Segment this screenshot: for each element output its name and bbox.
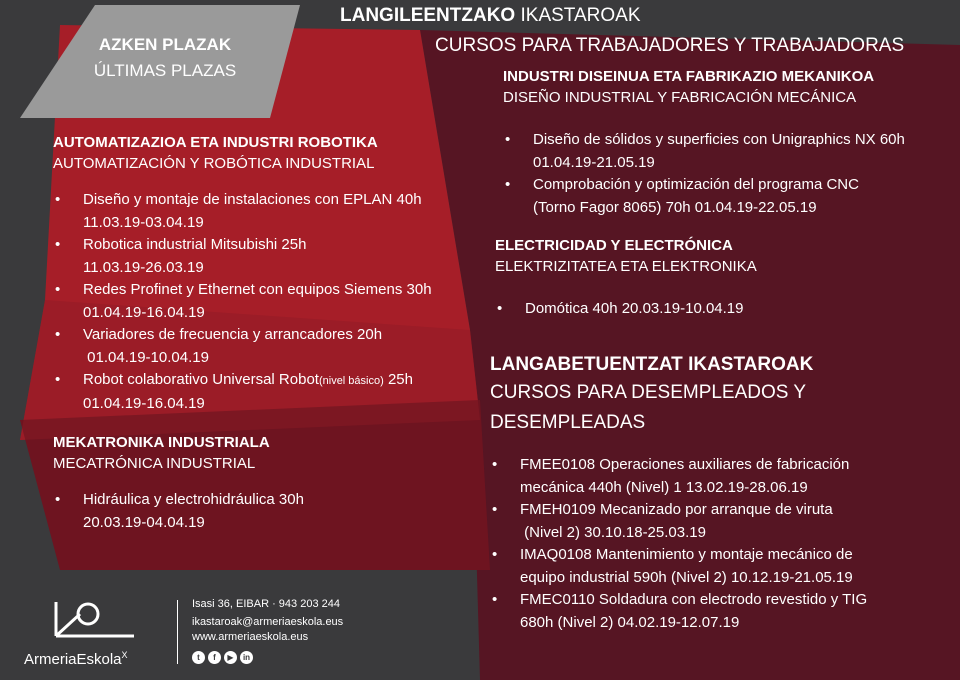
electricity-list (495, 298, 935, 321)
mechatronics-list (53, 489, 473, 534)
course-name: Robot colaborativo Universal Robot (83, 371, 319, 388)
unemployed-subtitle-line2: DESEMPLEADAS (490, 412, 646, 433)
course-dates: 11.03.19-26.03.19 (83, 258, 204, 276)
course-name: FMEE0108 Operaciones auxiliares de fabricación (520, 456, 850, 473)
youtube-icon[interactable]: ▶ (224, 651, 237, 664)
contact-info (192, 597, 343, 665)
list-item (490, 454, 950, 499)
unemployed-section (490, 352, 950, 634)
automation-section (53, 133, 473, 415)
mechatronics-subtitle: MECATRÓNICA INDUSTRIAL (53, 455, 256, 472)
page-title (340, 4, 641, 28)
course-name: Hidráulica y electrohidráulica 30h (83, 491, 304, 508)
website-link[interactable]: www.armeriaeskola.eus (192, 631, 309, 643)
course-name: Diseño y montaje de instalaciones con EPLAN 40h (83, 191, 422, 208)
design-list (503, 129, 953, 219)
course-dates: 20.03.19-04.04.19 (83, 513, 205, 531)
course-dates: 01.04.19-21.05.19 (533, 153, 655, 171)
unemployed-subtitle-line1: CURSOS PARA DESEMPLEADOS Y (490, 382, 807, 403)
electricity-subtitle: ELEKTRIZITATEA ETA ELEKTRONIKA (495, 258, 757, 275)
list-item (53, 369, 473, 415)
course-dates: 01.04.19-16.04.19 (83, 303, 205, 321)
facebook-icon[interactable]: f (208, 651, 221, 664)
course-name: Redes Profinet y Ethernet con equipos Siemens 30h (83, 281, 432, 298)
twitter-icon[interactable]: t (192, 651, 205, 664)
linkedin-icon[interactable]: in (240, 651, 253, 664)
course-name: Comprobación y optimización del programa CNC (533, 176, 859, 193)
mechatronics-title: MEKATRONIKA INDUSTRIALA (53, 434, 270, 451)
list-item (53, 279, 473, 324)
email-link[interactable]: ikastaroak@armeriaeskola.eus (192, 616, 344, 628)
unemployed-title: LANGABETUENTZAT IKASTAROAK (490, 354, 814, 375)
course-dates: 01.04.19-16.04.19 (83, 394, 205, 412)
list-item (53, 324, 473, 369)
electricity-section (495, 236, 935, 321)
course-dates: (Torno Fagor 8065) 70h 01.04.19-22.05.19 (533, 198, 817, 216)
logo-text (24, 646, 128, 669)
list-item (490, 499, 950, 544)
course-name: FMEC0110 Soldadura con electrodo revestido y TIG (520, 591, 868, 608)
last-places-banner (60, 32, 270, 84)
banner-line1: AZKEN PLAZAK (98, 35, 232, 54)
automation-title: AUTOMATIZAZIOA ETA INDUSTRI ROBOTIKA (53, 134, 378, 151)
course-hours: 25h (383, 371, 413, 388)
automation-list (53, 189, 473, 415)
page-subtitle: CURSOS PARA TRABAJADORES Y TRABAJADORAS (435, 35, 905, 56)
list-item (53, 189, 473, 234)
page-title-bold: LANGILEENTZAKO (340, 5, 516, 26)
page-title-rest: IKASTAROAK (515, 5, 641, 26)
banner-line2: ÚLTIMAS PLAZAS (93, 61, 237, 80)
electricity-title: ELECTRICIDAD Y ELECTRÓNICA (495, 237, 733, 254)
list-item (503, 129, 953, 174)
logo-name: ArmeriaEskola (24, 651, 122, 668)
address-text: Isasi 36, EIBAR · 943 203 244 (192, 598, 340, 610)
course-dates: 01.04.19-10.04.19 (83, 348, 209, 366)
list-item (503, 174, 953, 219)
course-name: FMEH0109 Mecanizado por arranque de viruta (520, 501, 833, 518)
mechatronics-section (53, 433, 473, 534)
list-item (490, 589, 950, 634)
footer-divider (177, 600, 178, 664)
list-item (490, 544, 950, 589)
course-name: Robotica industrial Mitsubishi 25h (83, 236, 307, 253)
list-item (53, 489, 473, 534)
automation-subtitle: AUTOMATIZACIÓN Y ROBÓTICA INDUSTRIAL (53, 155, 375, 172)
logo-superscript: X (121, 650, 128, 660)
course-name: Variadores de frecuencia y arrancadores 20h (83, 326, 383, 343)
course-dates: mecánica 440h (Nivel) 1 13.02.19-28.06.19 (520, 478, 808, 496)
social-icons (192, 650, 343, 665)
course-level: (nivel básico) (318, 375, 384, 387)
design-section (503, 67, 953, 219)
course-dates: (Nivel 2) 30.10.18-25.03.19 (520, 523, 706, 541)
design-subtitle: DISEÑO INDUSTRIAL Y FABRICACIÓN MECÁNICA (503, 89, 857, 106)
list-item (495, 298, 935, 321)
course-name: IMAQ0108 Mantenimiento y montaje mecánico de (520, 546, 853, 563)
design-title: INDUSTRI DISEINUA ETA FABRIKAZIO MEKANIKOA (503, 68, 875, 85)
course-name: Domótica 40h 20.03.19-10.04.19 (525, 300, 744, 317)
course-name: Diseño de sólidos y superficies con Unigraphics NX 60h (533, 131, 905, 148)
course-dates: 11.03.19-03.04.19 (83, 213, 204, 231)
unemployed-list (490, 454, 950, 634)
course-dates: equipo industrial 590h (Nivel 2) 10.12.19-21.05.19 (520, 568, 853, 586)
list-item (53, 234, 473, 279)
course-dates: 680h (Nivel 2) 04.02.19-12.07.19 (520, 613, 740, 631)
armeria-logo-icon (50, 600, 140, 642)
